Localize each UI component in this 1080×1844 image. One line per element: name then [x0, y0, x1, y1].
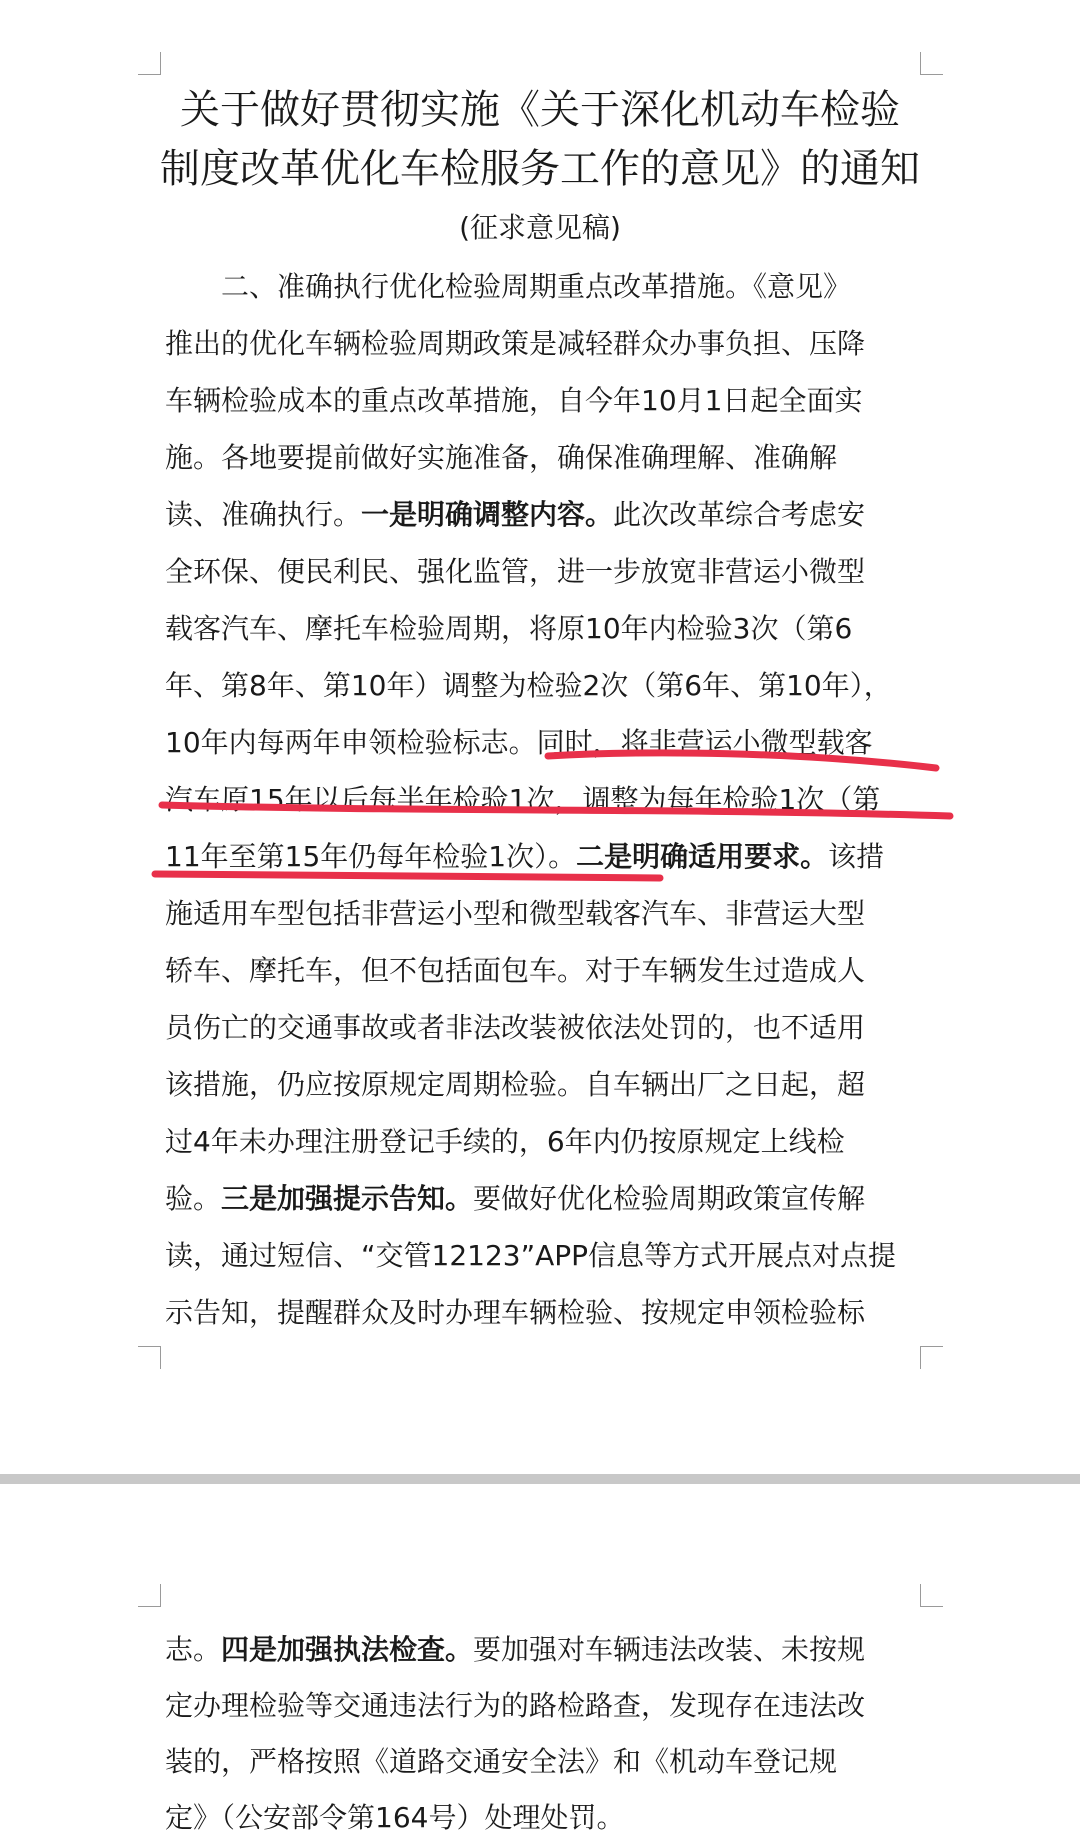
body-text-line	[165, 1008, 925, 1048]
body-text: 该措	[828, 840, 885, 873]
body-text: 读，通过短信、“交管12123”APP信息等方式开展点对点提	[165, 1239, 897, 1272]
body-text-line	[165, 381, 925, 421]
body-text: 推出的优化车辆检验周期政策是减轻群众办事负担、压降	[165, 327, 866, 360]
body-text: 定》（公安部令第164号）处理处罚。	[165, 1801, 625, 1834]
body-text-line	[165, 894, 925, 934]
body-text: 全环保、便民利民、强化监管，进一步放宽非营运小微型	[165, 555, 866, 588]
body-text-line	[165, 780, 925, 820]
page-corner-mark	[138, 1346, 161, 1369]
body-text: 员伤亡的交通事故或者非法改装被依法处罚的，也不适用	[165, 1011, 866, 1044]
body-text: 二、准确执行优化检验周期重点改革措施。《意见》	[221, 270, 852, 303]
body-text: 11年至第15年仍每年检验1次）。	[165, 840, 577, 873]
body-text-line	[165, 552, 925, 592]
document-page-2	[0, 1484, 1080, 1844]
body-text: 示告知，提醒群众及时办理车辆检验、按规定申领检验标	[165, 1296, 866, 1329]
body-text-line	[165, 1293, 925, 1333]
document-title-line-2: 制度改革优化车检服务工作的意见》的通知	[160, 146, 920, 192]
page-separator	[0, 1474, 1080, 1484]
body-text: 装的，严格按照《道路交通安全法》和《机动车登记规	[165, 1745, 838, 1778]
body-text: 10年内每两年申领检验标志。同时，将非营运小微型载客	[165, 726, 873, 759]
body-text: 定办理检验等交通违法行为的路检路查，发现存在违法改	[165, 1689, 866, 1722]
body-text-line	[165, 1686, 925, 1726]
body-text: 年、第8年、第10年）调整为检验2次（第6年、第10年），	[165, 669, 892, 702]
body-text-line	[165, 495, 925, 535]
body-text: 载客汽车、摩托车检验周期，将原10年内检验3次（第6	[165, 612, 853, 645]
body-text: 此次改革综合考虑安	[613, 498, 866, 531]
body-text-line	[165, 723, 925, 763]
document-subtitle: (征求意见稿)	[459, 211, 621, 244]
body-text-line	[165, 951, 925, 991]
page-corner-mark	[920, 1584, 943, 1607]
body-text: 车辆检验成本的重点改革措施，自今年10月1日起全面实	[165, 384, 863, 417]
body-text: 志。	[165, 1633, 222, 1666]
body-text: 汽车原15年以后每半年检验1次，调整为每年检验1次（第	[165, 783, 881, 816]
bold-heading-phrase: 三是加强提示告知。	[221, 1182, 474, 1215]
body-text-line	[165, 1065, 925, 1105]
body-text: 读、准确执行。	[165, 498, 362, 531]
body-text: 要做好优化检验周期政策宣传解	[473, 1182, 866, 1215]
bold-heading-phrase: 四是加强执法检查。	[221, 1633, 474, 1666]
body-text: 验。	[165, 1182, 222, 1215]
document-title-line-1: 关于做好贯彻实施《关于深化机动车检验	[180, 87, 900, 133]
body-text-line	[165, 438, 925, 478]
body-text-line	[165, 1630, 925, 1670]
body-text-line	[221, 267, 925, 307]
body-text-line	[165, 1122, 925, 1162]
body-text: 要加强对车辆违法改装、未按规	[473, 1633, 866, 1666]
body-text: 过4年未办理注册登记手续的，6年内仍按原规定上线检	[165, 1125, 845, 1158]
body-text: 该措施，仍应按原规定周期检验。自车辆出厂之日起，超	[165, 1068, 866, 1101]
body-text-line	[165, 324, 925, 364]
body-text: 轿车、摩托车，但不包括面包车。对于车辆发生过造成人	[165, 954, 866, 987]
bold-heading-phrase: 一是明确调整内容。	[361, 498, 614, 531]
body-text-line	[165, 1179, 925, 1219]
body-text-line	[165, 666, 925, 706]
body-text-line	[165, 1742, 925, 1782]
page-corner-mark	[138, 52, 161, 75]
body-text-line	[165, 1798, 925, 1838]
bold-heading-phrase: 二是明确适用要求。	[576, 840, 829, 873]
body-text: 施。各地要提前做好实施准备，确保准确理解、准确解	[165, 441, 838, 474]
body-text-line	[165, 609, 925, 649]
page-corner-mark	[920, 1346, 943, 1369]
body-text-line	[165, 1236, 925, 1276]
body-text: 施适用车型包括非营运小型和微型载客汽车、非营运大型	[165, 897, 866, 930]
page-corner-mark	[920, 52, 943, 75]
body-text-line	[165, 837, 925, 877]
page-corner-mark	[138, 1584, 161, 1607]
